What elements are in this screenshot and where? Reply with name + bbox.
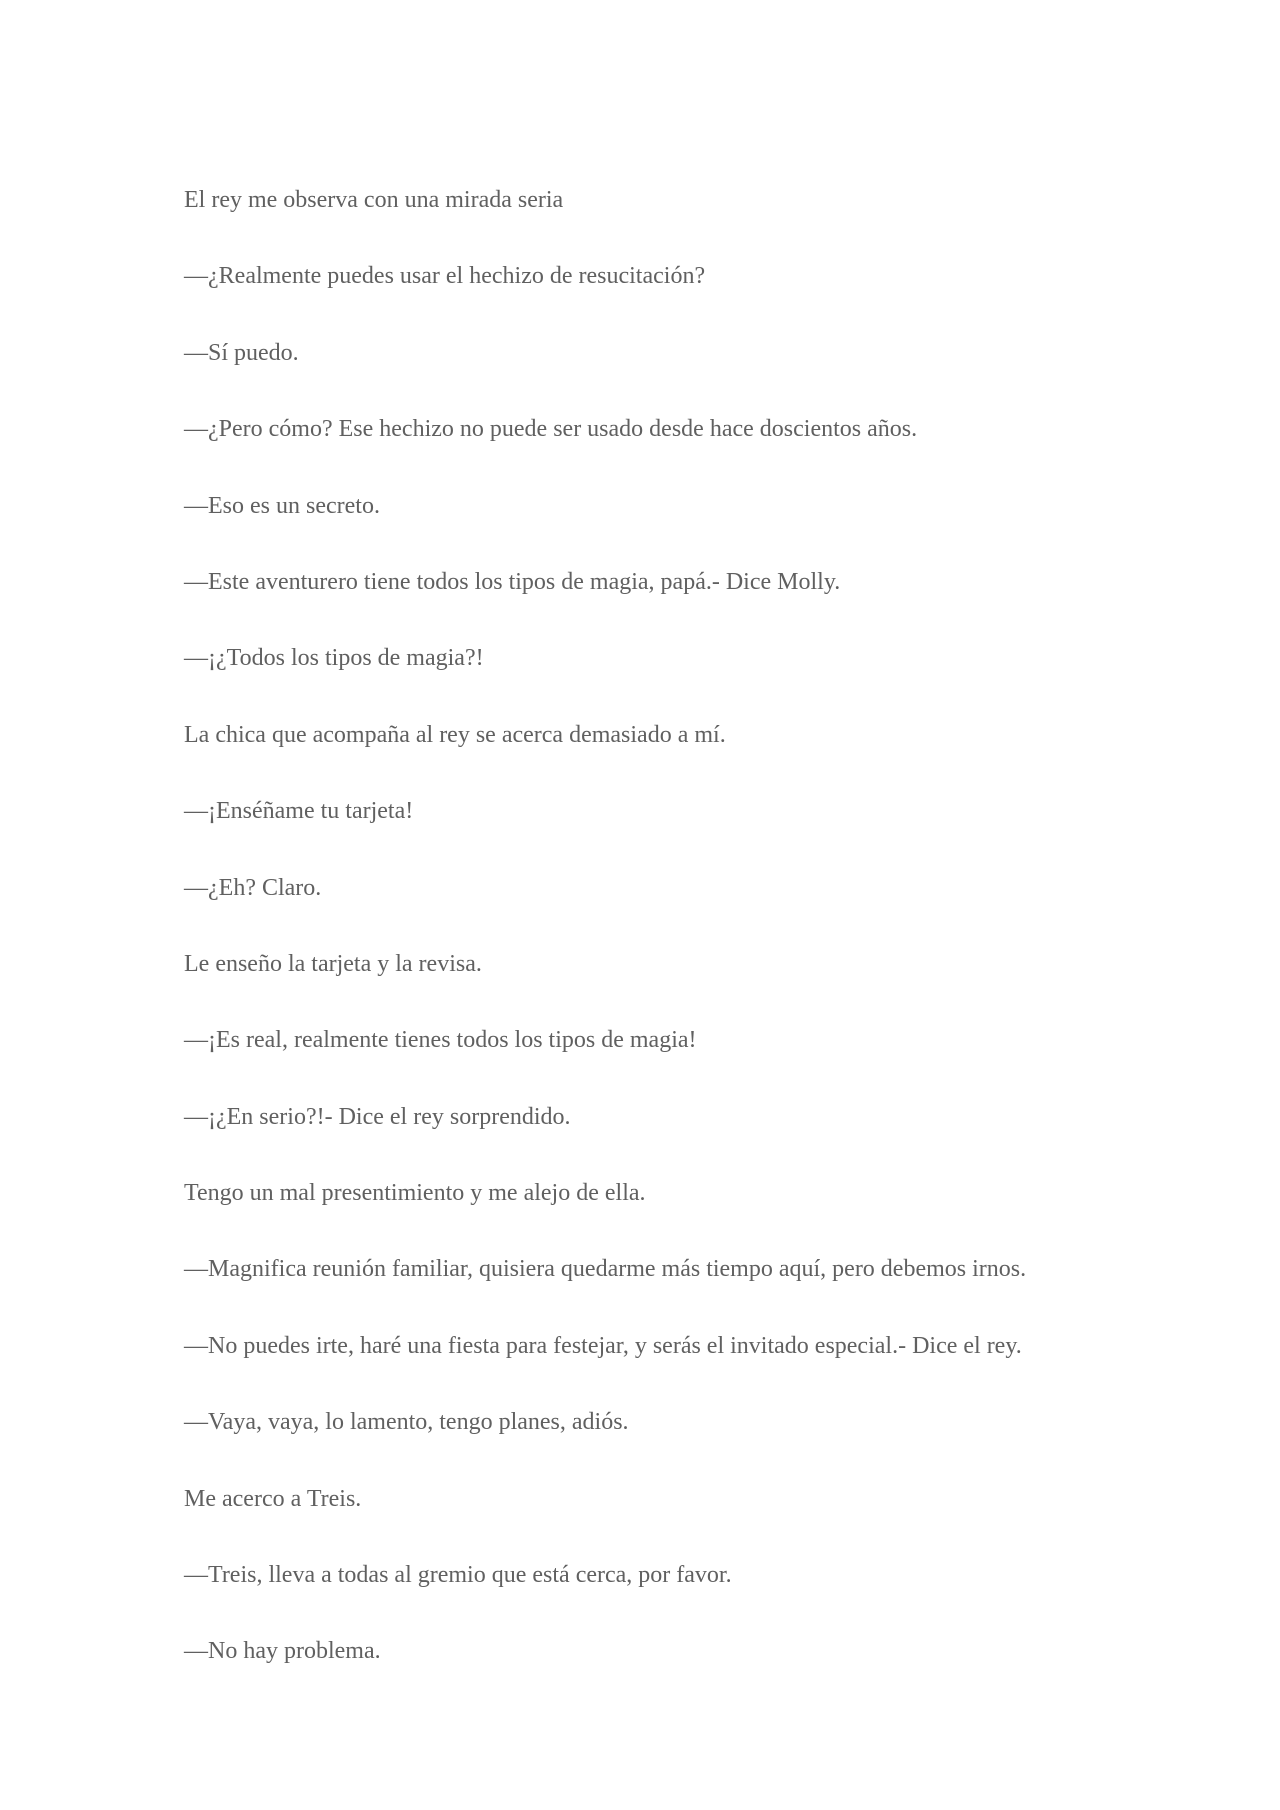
- paragraph: Le enseño la tarjeta y la revisa.: [184, 950, 482, 977]
- paragraph: —¿Eh? Claro.: [184, 874, 322, 901]
- paragraph: El rey me observa con una mirada seria: [184, 187, 564, 213]
- paragraph: —No puedes irte, haré una fiesta para festejar, y serás el invitado especial.- Dice el rey.: [184, 1332, 1022, 1359]
- paragraph: Me acerco a Treis.: [184, 1485, 362, 1512]
- paragraph: La chica que acompaña al rey se acerca demasiado a mí.: [184, 721, 726, 748]
- paragraph: —Este aventurero tiene todos los tipos de magia, papá.- Dice Molly.: [184, 568, 841, 595]
- paragraph: —¡Es real, realmente tienes todos los tipos de magia!: [184, 1027, 697, 1054]
- paragraph: —¡¿Todos los tipos de magia?!: [184, 645, 484, 672]
- paragraph: —¿Realmente puedes usar el hechizo de resucitación?: [184, 263, 706, 290]
- paragraph: —No hay problema.: [184, 1638, 381, 1665]
- paragraph: —¡Enséñame tu tarjeta!: [184, 798, 414, 825]
- paragraph: —¿Pero cómo? Ese hechizo no puede ser usado desde hace doscientos años.: [184, 416, 918, 443]
- document-body: [184, 180, 1184, 1708]
- paragraph: —Vaya, vaya, lo lamento, tengo planes, adiós.: [184, 1409, 629, 1436]
- paragraph: —¡¿En serio?!- Dice el rey sorprendido.: [184, 1103, 571, 1130]
- paragraph: —Eso es un secreto.: [184, 492, 380, 519]
- paragraph: —Treis, lleva a todas al gremio que está cerca, por favor.: [184, 1562, 732, 1589]
- paragraph: —Sí puedo.: [184, 339, 299, 366]
- paragraph: Tengo un mal presentimiento y me alejo de ella.: [184, 1180, 646, 1207]
- paragraph: —Magnifica reunión familiar, quisiera quedarme más tiempo aquí, pero debemos irnos.: [184, 1256, 1027, 1283]
